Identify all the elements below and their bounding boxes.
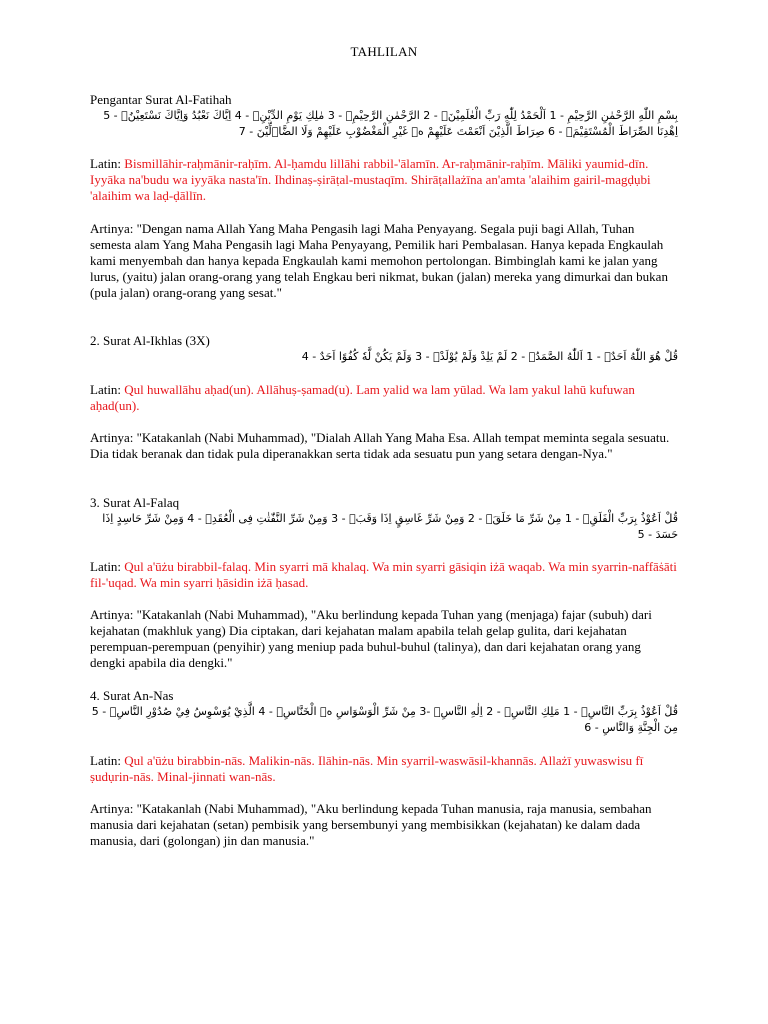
section-al-ikhlas-meaning — [90, 430, 678, 462]
section-heading: 2. Surat Al-Ikhlas (3X) — [90, 333, 210, 348]
meaning-text: Artinya: "Katakanlah (Nabi Muhammad), "Dialah Allah Yang Maha Esa. Allah tempat meminta segala sesuatu. Dia tidak beranak dan tidak pula diperanakkan serta tidak ada sesuatu pun yang setara dengan-Nya." — [90, 430, 670, 461]
section-an-nas-latin — [90, 753, 678, 785]
section-heading: 4. Surat An-Nas — [90, 688, 174, 703]
latin-label: Latin: — [90, 559, 122, 574]
section-al-fatihah-latin — [90, 156, 678, 204]
meaning-text: Artinya: "Katakanlah (Nabi Muhammad), "Aku berlindung kepada Tuhan manusia, raja manusia, sembahan manusia dari kejahatan (setan) pembisik yang bersembunyi yang membisikkan (kejahatan) ke dalam dada manusia, dari (golongan) jin dan manusia." — [90, 801, 652, 848]
section-al-fatihah-meaning — [90, 221, 678, 301]
latin-label: Latin: — [90, 753, 122, 768]
section-heading: Pengantar Surat Al-Fatihah — [90, 92, 232, 107]
latin-label: Latin: — [90, 382, 122, 397]
document-title: TAHLILAN — [350, 44, 418, 59]
section-al-falaq-meaning — [90, 607, 678, 671]
arabic-text: بِسْمِ اللّٰهِ الرَّحْمٰنِ الرَّحِيْمِ - 1 اَلْحَمْدُ لِلّٰهِ رَبِّ الْعٰلَمِيْنَۙ - 2 الرَّحْمٰنِ الرَّحِيْمِۙ - 3 مٰلِكِ يَوْمِ الدِّيْنِۗ - 4 اِيَّاكَ نَعْبُدُ وَاِيَّاكَ نَسْتَعِيْنُۗ - 5 اِهْدِنَا الصِّرَاطَ الْمُسْتَقِيْمَۙ - 6 صِرَاطَ الَّذِيْنَ اَنْعَمْتَ عَلَيْهِمْ ەۙ غَيْرِ الْمَغْضُوْبِ عَلَيْهِمْ وَلَا الضَّاۤلِّيْنَ - 7 — [103, 109, 678, 138]
latin-label: Latin: — [90, 156, 122, 171]
section-al-falaq-heading-block — [90, 495, 678, 543]
latin-transliteration: Qul a'ūżu birabbin-nās. Malikin-nās. Ilāhin-nās. Min syarril-waswāsil-khannās. Allażī yuwaswisu fī ṣudụrin-nās. Minal-jinnati wan-nās. — [90, 753, 644, 784]
section-heading: 3. Surat Al-Falaq — [90, 495, 180, 510]
arabic-text: قُلْ اَعُوْذُ بِرَبِّ الْفَلَقِۙ - 1 مِنْ شَرِّ مَا خَلَقَۙ - 2 وَمِنْ شَرِّ غَاسِقٍ اِذَا وَقَبَۙ - 3 وَمِنْ شَرِّ النَّفّٰثٰتِ فِى الْعُقَدِۙ - 4 وَمِنْ شَرِّ حَاسِدٍ اِذَا حَسَدَ - 5 — [102, 512, 678, 541]
section-al-ikhlas-latin — [90, 382, 678, 414]
arabic-text: قُلْ هُوَ اللّٰهُ اَحَدٌۚ - 1 اَللّٰهُ الصَّمَدُۚ - 2 لَمْ يَلِدْ وَلَمْ يُوْلَدْۙ - 3 وَلَمْ يَكُنْ لَّهٗ كُفُوًا اَحَدٌ - 4 — [301, 350, 678, 363]
section-an-nas-heading-block — [90, 688, 678, 736]
section-an-nas-meaning — [90, 801, 678, 849]
latin-transliteration: Qul a'ūżu birabbil-falaq. Min syarri mā khalaq. Wa min syarri gāsiqin iżā waqab. Wa min syarrin-naffāṡāti fil-'uqad. Wa min syarri ḥāsidin iżā ḥasad. — [90, 559, 677, 590]
arabic-text: قُلْ اَعُوْذُ بِرَبِّ النَّاسِۙ - 1 مَلِكِ النَّاسِۙ - 2 اِلٰهِ النَّاسِۙ -3 مِنْ شَرِّ الْوَسْوَاسِ ەۙ الْخَنَّاسِۖ - 4 الَّذِيْ يُوَسْوِسُ فِيْ صُدُوْرِ النَّاسِۙ - 5 مِنَ الْجِنَّةِ وَالنَّاسِ - 6 — [91, 705, 678, 734]
latin-transliteration: Qul huwallāhu aḥad(un). Allāhuṣ-ṣamad(u). Lam yalid wa lam yūlad. Wa lam yakul lahū kufuwan aḥad(un). — [90, 382, 635, 413]
section-al-fatihah-heading-block — [90, 92, 678, 140]
section-al-falaq-latin — [90, 559, 678, 591]
meaning-text: Artinya: "Dengan nama Allah Yang Maha Pengasih lagi Maha Penyayang. Segala puji bagi Allah, Tuhan semesta alam Yang Maha Pengasih lagi Maha Penyayang, Pemilik hari Pembalasan. Hanya kepada Engkaulah kami menyembah dan hanya kepada Engkaulah kami memohon pertolongan. Bimbinglah kami ke jalan yang lurus, (yaitu) jalan orang-orang yang telah Engkau beri nikmat, bukan (jalan) mereka yang dimurkai dan bukan (pula jalan) orang-orang yang sesat." — [90, 221, 668, 300]
section-al-ikhlas-heading-block — [90, 333, 678, 365]
meaning-text: Artinya: "Katakanlah (Nabi Muhammad), "Aku berlindung kepada Tuhan yang (menjaga) fajar (subuh) dari kejahatan (makhluk yang) Dia ciptakan, dari kejahatan malam apabila telah gelap gulita, dari kejahatan perempuan-perempuan (penyihir) yang meniup pada buhul-buhul (talinya), dan dari kejahatan orang yang dengki apabila dia dengki." — [90, 607, 652, 670]
latin-transliteration: Bismillāhir-raḥmānir-raḥīm. Al-ḥamdu lillāhi rabbil-'ālamīn. Ar-raḥmānir-raḥīm. Māliki yaumid-dīn. Iyyāka na'budu wa iyyāka nasta'īn. Ihdinaṣ-ṣirāṭal-mustaqīm. Shirāṭallażīna an'amta 'alaihim gairil-magḍụbi 'alaihim wa laḍ-ḍāllīn. — [90, 156, 651, 203]
